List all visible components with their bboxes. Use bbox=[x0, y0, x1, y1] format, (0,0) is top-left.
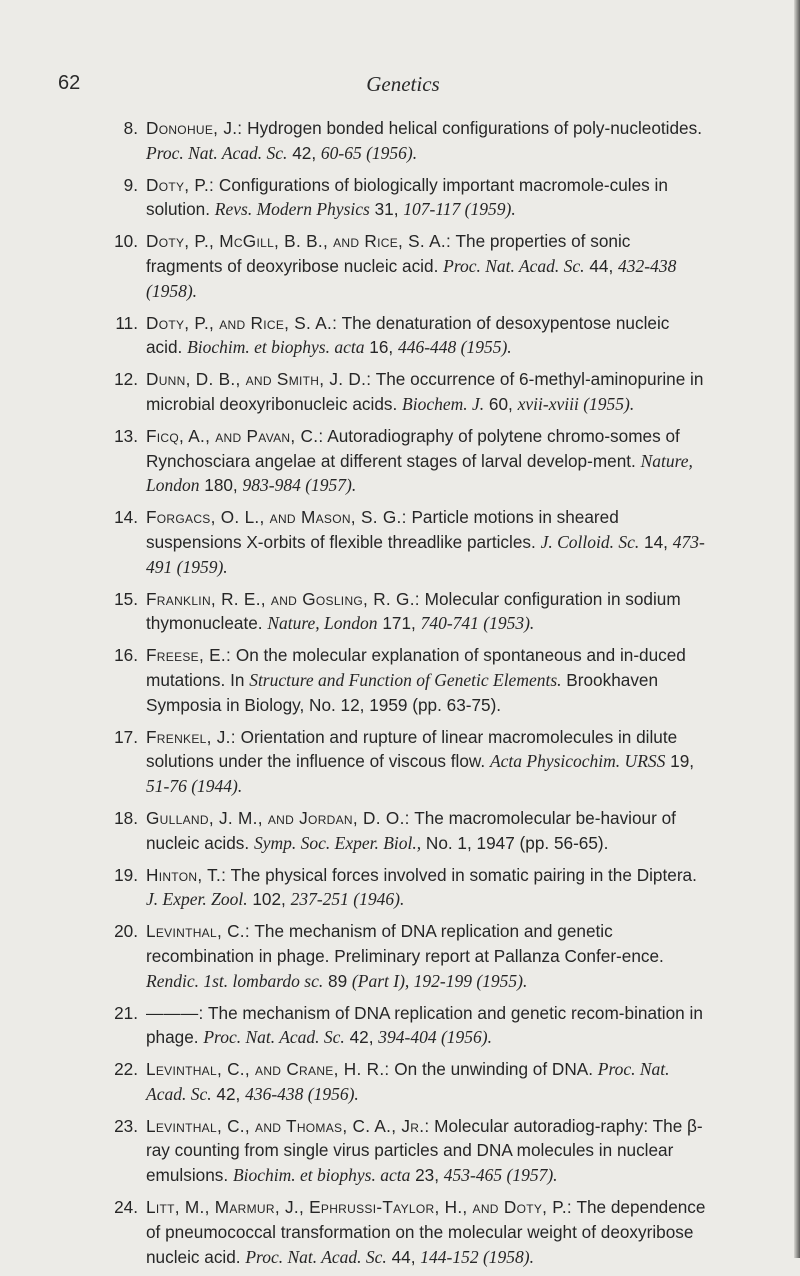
reference-number: 9. bbox=[123, 174, 138, 195]
reference-item bbox=[110, 505, 710, 579]
reference-number: 10. bbox=[114, 231, 138, 252]
reference-item bbox=[110, 1001, 710, 1051]
reference-volume: Brookhaven Symposia in Biology, No. 12, 1959 (pp. 63-75). bbox=[146, 669, 659, 715]
reference-source: J. Colloid. Sc. bbox=[540, 531, 640, 552]
reference-title: Hydrogen bonded helical configurations of poly-nucleotides. bbox=[242, 118, 702, 138]
reference-title: The properties of sonic fragments of deoxyribose nucleic acid. bbox=[146, 231, 631, 276]
reference-volume: No. 1, 1947 (pp. 56-65). bbox=[421, 832, 609, 853]
reference-item bbox=[110, 229, 710, 303]
reference-volume: 171, bbox=[377, 613, 421, 634]
reference-volume: 42, bbox=[344, 1027, 379, 1048]
reference-volume: 42, bbox=[287, 142, 321, 163]
reference-volume: 19, bbox=[665, 751, 695, 772]
reference-source: Biochem. J. bbox=[402, 393, 485, 414]
reference-item bbox=[110, 863, 710, 913]
reference-authors: Litt, M., Marmur, J., Ephrussi-Taylor, H., and Doty, P.: bbox=[146, 1197, 572, 1218]
reference-volume: 44, bbox=[386, 1246, 421, 1267]
reference-authors: Forgacs, O. L., and Mason, S. G.: bbox=[146, 507, 407, 528]
reference-source: J. Exper. Zool. bbox=[146, 889, 248, 910]
reference-source: Proc. Nat. Acad. Sc. bbox=[245, 1246, 387, 1267]
reference-number: 16. bbox=[114, 645, 138, 666]
reference-item bbox=[110, 725, 710, 799]
reference-source: Rendic. 1st. lombardo sc. bbox=[146, 970, 324, 991]
reference-pages: 60-65 (1956). bbox=[320, 142, 418, 163]
reference-source: Structure and Function of Genetic Elements. bbox=[249, 669, 562, 690]
reference-source: Revs. Modern Physics bbox=[214, 199, 370, 220]
reference-number: 17. bbox=[114, 726, 138, 747]
reference-pages: 453-465 (1957). bbox=[443, 1165, 558, 1186]
reference-authors: Doty, P., McGill, B. B., and Rice, S. A.: bbox=[146, 231, 452, 252]
reference-pages: 436-438 (1956). bbox=[245, 1083, 359, 1104]
reference-pages: xvii-xviii (1955). bbox=[517, 393, 635, 414]
reference-title: Configurations of biologically important macromole-cules in solution. bbox=[146, 174, 668, 220]
reference-authors: Ficq, A., and Pavan, C.: bbox=[146, 425, 324, 446]
reference-item bbox=[110, 424, 710, 498]
reference-pages: (Part I), 192-199 (1955). bbox=[351, 970, 528, 991]
reference-number: 12. bbox=[114, 369, 138, 390]
reference-item bbox=[110, 1057, 710, 1107]
reference-item bbox=[110, 806, 710, 856]
reference-authors: Levinthal, C., and Crane, H. R.: bbox=[146, 1059, 390, 1080]
reference-volume: 31, bbox=[369, 199, 404, 220]
reference-title: Autoradiography of polytene chromo-somes of Rynchosciara angelae at different stages of larval develop-ment. bbox=[146, 425, 680, 471]
reference-volume: 14, bbox=[639, 531, 673, 552]
reference-title: The mechanism of DNA replication and genetic recombination in phage. Preliminary report at Pallanza Confer-ence. bbox=[146, 921, 664, 966]
reference-authors: Freese, E.: bbox=[146, 645, 232, 666]
reference-volume: 89 bbox=[323, 970, 352, 991]
reference-source: Proc. Nat. Acad. Sc. bbox=[146, 142, 288, 163]
reference-item bbox=[110, 919, 710, 993]
reference-number: 11. bbox=[115, 312, 138, 333]
reference-item bbox=[110, 1114, 710, 1188]
reference-title: The denaturation of desoxypentose nucleic acid. bbox=[146, 312, 670, 358]
reference-number: 21. bbox=[114, 1002, 138, 1023]
reference-title: The physical forces involved in somatic pairing in the Diptera. bbox=[226, 864, 697, 885]
reference-number: 23. bbox=[114, 1115, 138, 1136]
reference-authors: Gulland, J. M., and Jordan, D. O.: bbox=[146, 807, 410, 828]
reference-volume: 42, bbox=[211, 1083, 246, 1104]
reference-title: On the unwinding of DNA. bbox=[389, 1059, 598, 1080]
reference-source: Biochim. et biophys. acta bbox=[187, 337, 365, 358]
reference-title: The mechanism of DNA replication and genetic recom-bination in phage. bbox=[146, 1002, 703, 1048]
reference-authors: Hinton, T.: bbox=[146, 864, 227, 885]
reference-source: Acta Physicochim. URSS bbox=[489, 751, 666, 772]
reference-title: The occurrence of 6-methyl-aminopurine in microbial deoxyribonucleic acids. bbox=[146, 369, 704, 414]
running-head: Genetics bbox=[366, 72, 440, 96]
reference-pages: 394-404 (1956). bbox=[378, 1027, 492, 1048]
reference-number: 24. bbox=[114, 1197, 138, 1218]
reference-pages: 983-984 (1957). bbox=[242, 475, 357, 496]
reference-authors: Doty, P., and Rice, S. A.: bbox=[146, 312, 338, 333]
reference-title: The macromolecular be-haviour of nucleic acids. bbox=[146, 807, 676, 853]
reference-pages: 740-741 (1953). bbox=[420, 613, 535, 634]
reference-volume: 102, bbox=[247, 889, 291, 910]
reference-number: 14. bbox=[114, 507, 138, 528]
reference-pages: 51-76 (1944). bbox=[146, 776, 243, 797]
reference-authors: Dunn, D. B., and Smith, J. D.: bbox=[146, 369, 372, 390]
reference-pages: 432-438 (1958). bbox=[146, 255, 677, 301]
page-edge-shadow bbox=[794, 0, 800, 1258]
page-header bbox=[58, 72, 748, 100]
reference-item bbox=[110, 116, 710, 166]
reference-authors: Franklin, R. E., and Gosling, R. G.: bbox=[146, 588, 420, 609]
reference-source: Proc. Nat. Acad. Sc. bbox=[443, 255, 585, 276]
reference-number: 20. bbox=[114, 921, 138, 942]
reference-authors: Doty, P.: bbox=[146, 174, 215, 195]
reference-title: On the molecular explanation of spontaneous and in-duced mutations. In bbox=[146, 645, 686, 690]
reference-volume: 60, bbox=[484, 393, 518, 414]
reference-title: Molecular autoradiog-raphy: The β-ray counting from single virus particles and DNA molecules in nuclear emulsions. bbox=[146, 1115, 703, 1186]
reference-item bbox=[110, 173, 710, 223]
reference-pages: 237-251 (1946). bbox=[290, 889, 405, 910]
reference-number: 8. bbox=[123, 118, 138, 138]
reference-authors: Levinthal, C., and Thomas, C. A., Jr.: bbox=[146, 1115, 430, 1136]
reference-volume: 44, bbox=[584, 255, 619, 276]
reference-title: Particle motions in sheared suspensions X-orbits of flexible threadlike particles. bbox=[146, 507, 619, 552]
reference-pages: 107-117 (1959). bbox=[403, 199, 516, 220]
reference-authors: Levinthal, C.: bbox=[146, 921, 250, 942]
reference-authors: Frenkel, J.: bbox=[146, 726, 236, 747]
reference-title: The dependence of pneumococcal transformation on the molecular weight of deoxyribose nucleic acid. bbox=[146, 1197, 706, 1267]
reference-item bbox=[110, 367, 710, 417]
page-number: 62 bbox=[58, 72, 81, 94]
reference-source: Proc. Nat. Acad. Sc. bbox=[146, 1059, 670, 1104]
reference-source: Nature, London bbox=[146, 450, 693, 496]
reference-item bbox=[110, 643, 710, 717]
reference-number: 13. bbox=[114, 425, 138, 446]
reference-source: Symp. Soc. Exper. Biol., bbox=[253, 832, 422, 853]
reference-pages: 144-152 (1958). bbox=[420, 1246, 534, 1267]
reference-item bbox=[110, 587, 710, 637]
reference-volume: 16, bbox=[364, 337, 398, 358]
reference-volume: 180, bbox=[199, 475, 243, 496]
reference-number: 22. bbox=[114, 1059, 138, 1080]
reference-volume: 23, bbox=[410, 1165, 444, 1186]
reference-number: 18. bbox=[114, 807, 138, 828]
reference-number: 15. bbox=[114, 588, 138, 609]
reference-source: Nature, London bbox=[267, 613, 378, 634]
reference-title: Orientation and rupture of linear macromolecules in dilute solutions under the influence of viscous flow. bbox=[146, 726, 678, 772]
reference-source: Proc. Nat. Acad. Sc. bbox=[203, 1027, 345, 1048]
reference-authors: Donohue, J.: bbox=[146, 118, 243, 138]
reference-number: 19. bbox=[114, 864, 138, 885]
reference-pages: 446-448 (1955). bbox=[397, 337, 512, 358]
reference-list bbox=[110, 116, 710, 1276]
reference-authors: ———: bbox=[146, 1002, 204, 1023]
reference-title: Molecular configuration in sodium thymonucleate. bbox=[146, 588, 681, 634]
reference-source: Biochim. et biophys. acta bbox=[232, 1165, 411, 1186]
reference-item bbox=[110, 311, 710, 361]
reference-item bbox=[110, 1195, 710, 1269]
reference-pages: 473-491 (1959). bbox=[146, 531, 705, 577]
